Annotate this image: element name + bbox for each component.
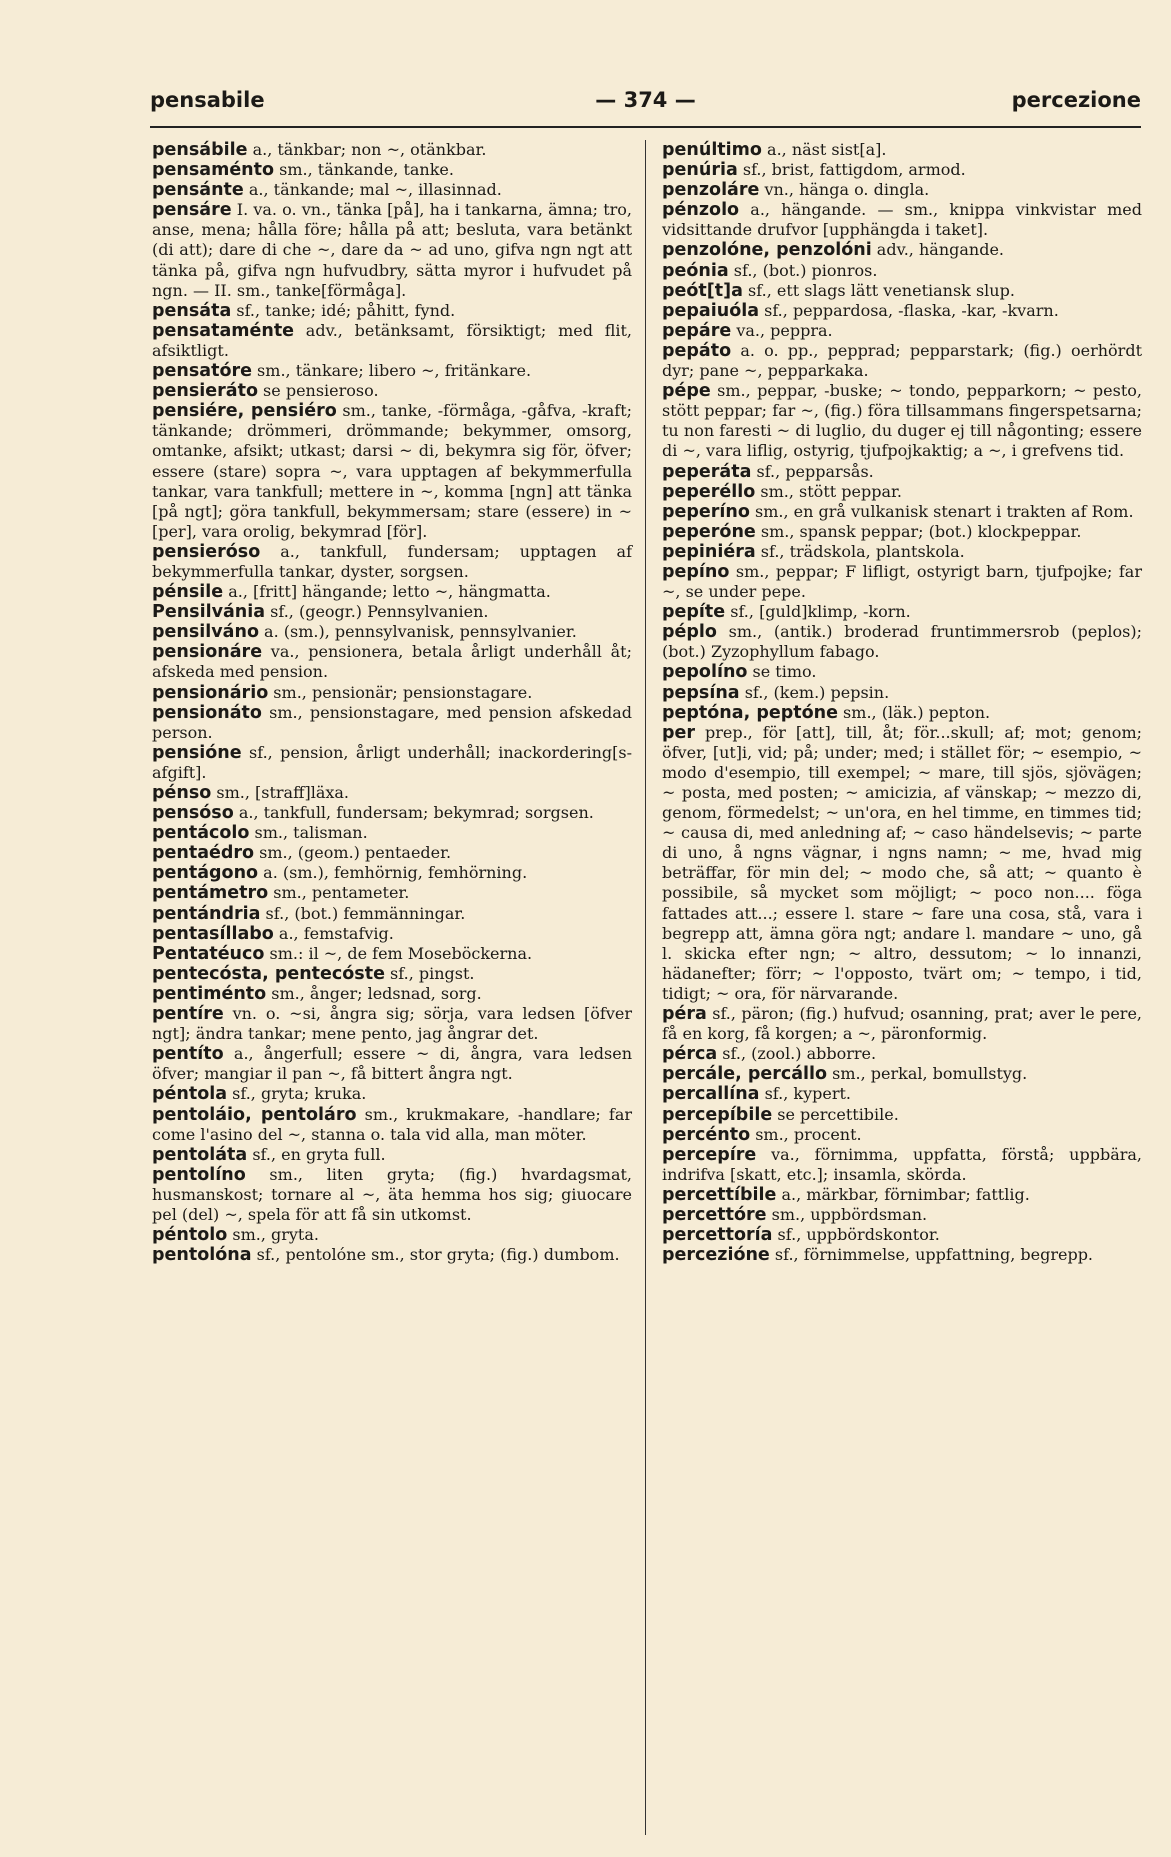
dictionary-entry bbox=[152, 1044, 632, 1084]
dictionary-entry bbox=[152, 924, 632, 944]
entry-headword: pensataménte bbox=[152, 320, 295, 341]
dictionary-entry bbox=[152, 703, 632, 743]
dictionary-entry bbox=[662, 1245, 1142, 1265]
entry-headword: pepaiuóla bbox=[662, 300, 760, 321]
dictionary-entry bbox=[662, 703, 1142, 723]
dictionary-entry bbox=[662, 482, 1142, 502]
entry-definition: a., tänkande; mal ~, illasinnad. bbox=[243, 180, 502, 200]
entry-headword: pensionáre bbox=[152, 642, 263, 663]
dictionary-entry bbox=[662, 261, 1142, 281]
entry-headword: penzolóne, penzolóni bbox=[662, 240, 872, 261]
dictionary-entry bbox=[152, 984, 632, 1004]
entry-definition: sf., förnimmelse, uppfattning, begrepp. bbox=[769, 1245, 1094, 1265]
left-column bbox=[152, 140, 632, 1265]
dictionary-entry bbox=[152, 863, 632, 883]
entry-headword: peperáta bbox=[662, 461, 752, 482]
dictionary-entry bbox=[152, 904, 632, 924]
entry-headword: pensóso bbox=[152, 803, 234, 824]
dictionary-entry bbox=[152, 1225, 632, 1245]
entry-definition: sm., peppar; F lifligt, ostyrigt barn, tjufpojke; far ~, se under pepe. bbox=[662, 561, 1142, 602]
entry-headword: percettóre bbox=[662, 1204, 767, 1225]
dictionary-entry bbox=[152, 823, 632, 843]
dictionary-entry bbox=[152, 321, 632, 361]
entry-definition: a., [fritt] hängande; letto ~, hängmatta. bbox=[223, 582, 551, 602]
entry-headword: percénto bbox=[662, 1124, 751, 1145]
entry-definition: sm., tänkande, tanke. bbox=[274, 160, 454, 180]
entry-headword: pepíte bbox=[662, 602, 726, 623]
dictionary-entry bbox=[662, 1145, 1142, 1185]
entry-definition: sm.: il ~, de fem Moseböckerna. bbox=[264, 943, 533, 963]
entry-definition: sf., (zool.) abborre. bbox=[717, 1044, 877, 1064]
dictionary-entry bbox=[662, 341, 1142, 381]
entry-definition: adv., hängande. bbox=[871, 240, 1004, 260]
dictionary-entry bbox=[662, 562, 1142, 602]
entry-definition: a., näst sist[a]. bbox=[761, 140, 887, 159]
entry-definition: se pensieroso. bbox=[257, 381, 379, 401]
entry-definition: sf., kypert. bbox=[759, 1084, 851, 1104]
dictionary-entry bbox=[662, 1084, 1142, 1104]
dictionary-entry bbox=[662, 1225, 1142, 1245]
entry-headword: pentoláio, pentoláro bbox=[152, 1104, 357, 1125]
dictionary-entry bbox=[152, 1165, 632, 1225]
dictionary-entry bbox=[662, 1185, 1142, 1205]
entry-definition: a. (sm.), femhörnig, femhörning. bbox=[258, 863, 528, 883]
entry-headword: pepsína bbox=[662, 682, 740, 703]
dictionary-entry bbox=[662, 281, 1142, 301]
entry-definition: sf., pingst. bbox=[384, 963, 475, 983]
entry-definition: sm., krukmakare, -handlare; far come l'asino del ~, stanna o. tala vid alla, man möter. bbox=[152, 1104, 633, 1144]
entry-headword: penúria bbox=[662, 160, 738, 181]
entry-headword: pentolíno bbox=[152, 1164, 246, 1185]
dictionary-entry bbox=[152, 602, 632, 622]
entry-headword: percezióne bbox=[662, 1245, 770, 1266]
entry-headword: pensionário bbox=[152, 682, 269, 703]
header-rule bbox=[150, 126, 1141, 128]
entry-definition: a., hängande. — sm., knippa vinkvistar med vidsittande drufvor [upphängda i taket]. bbox=[662, 200, 1142, 240]
dictionary-entry bbox=[662, 381, 1142, 461]
dictionary-entry bbox=[152, 361, 632, 381]
entry-definition: sf., (bot.) pionros. bbox=[728, 260, 878, 280]
dictionary-entry bbox=[662, 140, 1142, 160]
entry-definition: sm., ånger; ledsnad, sorg. bbox=[266, 983, 482, 1003]
entry-headword: pentasíllabo bbox=[152, 923, 274, 944]
dictionary-entry bbox=[662, 502, 1142, 522]
dictionary-entry bbox=[662, 1004, 1142, 1044]
entry-headword: peperíno bbox=[662, 501, 750, 522]
entry-definition: sm., (läk.) pepton. bbox=[837, 702, 991, 722]
entry-definition: sf., pepparsås. bbox=[751, 461, 874, 481]
entry-definition: va., pensionera, betala årligt underhåll åt; afskeda med pension. bbox=[152, 642, 632, 682]
entry-headword: péra bbox=[662, 1004, 707, 1025]
dictionary-entry bbox=[152, 1145, 632, 1165]
entry-headword: penzoláre bbox=[662, 180, 760, 201]
entry-definition: sm., en grå vulkanisk stenart i trakten af Rom. bbox=[749, 501, 1134, 521]
dictionary-entry bbox=[662, 683, 1142, 703]
entry-headword: pentíre bbox=[152, 1004, 224, 1025]
entry-definition: sf., brist, fattigdom, armod. bbox=[737, 160, 966, 180]
dictionary-entry bbox=[662, 321, 1142, 341]
dictionary-entry bbox=[152, 301, 632, 321]
entry-headword: percepíbile bbox=[662, 1104, 773, 1125]
dictionary-entry bbox=[662, 622, 1142, 662]
dictionary-entry bbox=[152, 642, 632, 682]
entry-headword: percále, percállo bbox=[662, 1064, 828, 1085]
dictionary-entry bbox=[662, 1125, 1142, 1145]
entry-definition: a. (sm.), pennsylvanisk, pennsylvanier. bbox=[258, 622, 577, 642]
entry-headword: péplo bbox=[662, 622, 717, 643]
entry-definition: sf., päron; (fig.) hufvud; osanning, prat; aver le pere, få en korg, få korgen; a ~, päronformig. bbox=[662, 1004, 1142, 1044]
dictionary-entry bbox=[152, 401, 632, 542]
entry-headword: pepiniéra bbox=[662, 541, 756, 562]
dictionary-entry bbox=[152, 622, 632, 642]
entry-headword: pépe bbox=[662, 381, 711, 402]
entry-headword: pensaménto bbox=[152, 160, 275, 181]
entry-definition: sm., liten gryta; (fig.) hvardagsmat, husmanskost; tornare al ~, äta hemma hos sig; giuocare pel (del) ~, spela för att få sin utkomst. bbox=[152, 1164, 632, 1224]
entry-definition: sm., perkal, bomullstyg. bbox=[827, 1064, 1028, 1084]
entry-headword: pentándria bbox=[152, 903, 261, 924]
dictionary-entry bbox=[662, 522, 1142, 542]
entry-definition: a. o. pp., pepprad; pepparstark; (fig.) oerhördt dyr; pane ~, pepparkaka. bbox=[662, 340, 1142, 381]
entry-definition: I. va. o. vn., tänka [på], ha i tankarna, ämna; tro, anse, mena; hålla före; hålla på att; besluta, vara betänkt (di att); dare di che ~, dare da ~ ad uno, gifva ngn ngt att tänka på, gifva ngn hufvudbry, sätta myror i hufvudet på ngn. — II. sm., tanke[förmåga]. bbox=[152, 200, 632, 300]
dictionary-entry bbox=[662, 301, 1142, 321]
entry-definition: sf., pension, årligt underhåll; inackordering[s-afgift]. bbox=[152, 742, 632, 782]
entry-definition: sf., (bot.) femmänningar. bbox=[260, 903, 466, 923]
column-divider bbox=[645, 140, 646, 1835]
entry-headword: pensatóre bbox=[152, 361, 252, 382]
dictionary-entry bbox=[152, 381, 632, 401]
entry-headword: pensáta bbox=[152, 300, 232, 321]
dictionary-entry bbox=[662, 160, 1142, 180]
entry-headword: percettoría bbox=[662, 1225, 773, 1246]
dictionary-entry bbox=[152, 582, 632, 602]
entry-headword: pentácolo bbox=[152, 823, 250, 844]
entry-definition: sf., (kem.) pepsin. bbox=[739, 682, 890, 702]
entry-headword: pensánte bbox=[152, 180, 244, 201]
entry-definition: a., tänkbar; non ~, otänkbar. bbox=[247, 140, 487, 159]
dictionary-entry bbox=[152, 1004, 632, 1044]
dictionary-entry bbox=[152, 200, 632, 300]
entry-headword: pepáto bbox=[662, 340, 732, 361]
entry-headword: péntola bbox=[152, 1084, 228, 1105]
entry-definition: sm., procent. bbox=[750, 1124, 862, 1144]
dictionary-entry bbox=[662, 240, 1142, 260]
entry-headword: pentámetro bbox=[152, 883, 269, 904]
dictionary-entry bbox=[152, 1245, 632, 1265]
entry-headword: pentiménto bbox=[152, 983, 267, 1004]
entry-definition: va., förnimma, uppfatta, förstå; uppbära, indrifva [skatt, etc.]; insamla, skörda. bbox=[662, 1144, 1142, 1184]
header-left-word: pensabile bbox=[150, 88, 265, 112]
entry-headword: Pensilvánia bbox=[152, 602, 266, 623]
entry-headword: pentecósta, pentecóste bbox=[152, 963, 385, 984]
entry-definition: sm., tänkare; libero ~, fritänkare. bbox=[251, 361, 532, 381]
dictionary-entry bbox=[152, 542, 632, 582]
page-header bbox=[150, 84, 1141, 124]
entry-headword: percepíre bbox=[662, 1144, 757, 1165]
entry-headword: pensábile bbox=[152, 140, 248, 160]
dictionary-entry bbox=[662, 200, 1142, 240]
dictionary-entry bbox=[152, 803, 632, 823]
entry-definition: a., femstafvig. bbox=[273, 923, 394, 943]
entry-definition: vn. o. ~si, ångra sig; sörja, vara ledsen [öfver ngt]; ändra tankar; mene pento, jag ångrar det. bbox=[152, 1004, 632, 1044]
entry-definition: a., tankfull, fundersam; upptagen af bekymmerfulla tankar, dyster, sorgsen. bbox=[152, 541, 632, 581]
entry-definition: va., peppra. bbox=[731, 320, 833, 340]
entry-headword: pepáre bbox=[662, 320, 732, 341]
entry-headword: pentíto bbox=[152, 1044, 224, 1065]
entry-definition: a., märkbar, förnimbar; fattlig. bbox=[776, 1184, 1030, 1204]
entry-definition: sm., uppbördsman. bbox=[766, 1204, 928, 1224]
dictionary-entry bbox=[662, 1105, 1142, 1125]
entry-definition: vn., hänga o. dingla. bbox=[759, 180, 930, 200]
dictionary-entry bbox=[662, 462, 1142, 482]
entry-definition: sf., trädskola, plantskola. bbox=[755, 541, 965, 561]
entry-definition: prep., för [att], till, åt; för...skull; af; mot; genom; öfver, [ut]i, vid; på; under; med; i stället för; ~ esempio, ~ modo d'esempio, till exempel; ~ mare, till sjös, sjövägen; ~ posta, med posten; ~ amicizia, af vänskap; ~ mezzo di, genom, förmedelst; ~ un'ora, en hel timme, en timmes tid; ~ causa di, med anledning af; ~ caso händelsevis; ~ parte di uno, å ngns vägnar, i ngns namn; ~ me, hvad mig beträffar, för min del; ~ modo che, så att; ~ quanto è possibile, så mycket som möjligt; ~ poco non.... föga fattades att...; essere l. stare ~ fare una cosa, stå, vara i begrepp att, ämna göra ngt; andare l. mandare ~ uno, gå l. skicka efter ngn; ~ altro, dessutom; ~ lo innanzi, hädanefter; förr; ~ l'opposto, tvärt om; ~ tempo, i tid, tidigt; ~ ora, för närvarande. bbox=[662, 722, 1142, 1003]
entry-definition: a., ångerfull; essere ~ di, ångra, vara ledsen öfver; mangiar il pan ~, få bittert ångra ngt. bbox=[152, 1044, 632, 1084]
entry-definition: se timo. bbox=[747, 662, 817, 682]
entry-definition: sm., stött peppar. bbox=[755, 481, 902, 501]
dictionary-entry bbox=[152, 883, 632, 903]
entry-definition: sm., pensionär; pensionstagare. bbox=[268, 682, 533, 702]
entry-headword: peperéllo bbox=[662, 481, 756, 502]
entry-headword: pepolíno bbox=[662, 662, 748, 683]
entry-definition: adv., betänksamt, försiktigt; med flit, afsiktligt. bbox=[152, 320, 632, 360]
header-right-word: percezione bbox=[1011, 88, 1141, 112]
entry-definition: sm., talisman. bbox=[249, 823, 368, 843]
entry-headword: pensionáto bbox=[152, 702, 262, 723]
dictionary-entry bbox=[152, 140, 632, 160]
entry-headword: pensilváno bbox=[152, 622, 259, 643]
entry-headword: pensáre bbox=[152, 200, 232, 221]
dictionary-entry bbox=[152, 1105, 632, 1145]
dictionary-entry bbox=[662, 662, 1142, 682]
entry-headword: pensiére, pensiéro bbox=[152, 401, 337, 422]
entry-headword: Pentatéuco bbox=[152, 943, 265, 964]
entry-definition: se percettibile. bbox=[772, 1104, 899, 1124]
entry-headword: pensióne bbox=[152, 742, 242, 763]
entry-headword: pentolóna bbox=[152, 1245, 252, 1266]
entry-headword: peperóne bbox=[662, 521, 756, 542]
entry-definition: sf., ett slags lätt venetiansk slup. bbox=[742, 280, 1015, 300]
dictionary-entry bbox=[152, 944, 632, 964]
entry-definition: sm., tanke, -förmåga, -gåfva, -kraft; tänkande; drömmeri, drömmande; bekymmer, omsorg, omtanke, afsikt; utkast; darsi ~ di, bekymra sig för, öfver; essere (stare) sopra ~, vara upptagen af bekymmerfulla tankar, vara tankfull; mettere in ~, komma [ngn] att tänka [på ngt]; göra tankfull, bekymmersam; stare (essere) in ~ [per], vara orolig, bekymrad [för]. bbox=[152, 401, 633, 541]
entry-definition: sm., [straff]läxa. bbox=[211, 783, 350, 802]
entry-definition: sm., (antik.) broderad fruntimmersrob (peplos); (bot.) Zyzophyllum fabago. bbox=[662, 622, 1142, 662]
entry-definition: sm., gryta. bbox=[227, 1225, 319, 1245]
entry-definition: sf., peppardosa, -flaska, -kar, -kvarn. bbox=[759, 300, 1059, 320]
right-column bbox=[662, 140, 1142, 1265]
entry-headword: pénsile bbox=[152, 582, 224, 603]
entry-definition: sm., peppar, -buske; ~ tondo, pepparkorn; ~ pesto, stött peppar; far ~, (fig.) föra tillsammans fingerspetsarna; tu non faresti ~ di luglio, du duger ej till någonting; essere di ~, vara liflig, ostyrig, tjufpojkaktig; a ~, i grefvens tid. bbox=[662, 381, 1142, 461]
entry-definition: sf., gryta; kruka. bbox=[227, 1084, 367, 1104]
entry-definition: sf., uppbördskontor. bbox=[772, 1225, 940, 1245]
entry-definition: sf., (geogr.) Pennsylvanien. bbox=[265, 602, 489, 622]
entry-headword: pensieróso bbox=[152, 541, 261, 562]
dictionary-entry bbox=[152, 743, 632, 783]
dictionary-entry bbox=[152, 160, 632, 180]
entry-headword: penúltimo bbox=[662, 140, 762, 160]
dictionary-entry bbox=[152, 683, 632, 703]
page-number: — 374 — bbox=[595, 88, 696, 112]
entry-headword: péntolo bbox=[152, 1225, 228, 1246]
dictionary-entry bbox=[662, 542, 1142, 562]
entry-headword: pentaédro bbox=[152, 843, 255, 864]
dictionary-entry bbox=[662, 723, 1142, 1004]
dictionary-entry bbox=[152, 180, 632, 200]
dictionary-entry bbox=[662, 180, 1142, 200]
dictionary-entry bbox=[662, 1064, 1142, 1084]
entry-definition: sm., spansk peppar; (bot.) klockpeppar. bbox=[755, 521, 1082, 541]
entry-headword: pentágono bbox=[152, 863, 259, 884]
entry-definition: sm., pentameter. bbox=[268, 883, 410, 903]
entry-headword: peónia bbox=[662, 260, 729, 281]
entry-definition: sf., en gryta full. bbox=[247, 1144, 386, 1164]
entry-headword: pensieráto bbox=[152, 381, 258, 402]
entry-definition: sf., [guld]klimp, -korn. bbox=[725, 602, 911, 622]
entry-definition: sm., (geom.) pentaeder. bbox=[254, 843, 452, 863]
entry-headword: pénso bbox=[152, 783, 212, 803]
entry-headword: pérca bbox=[662, 1044, 718, 1065]
dictionary-entry bbox=[152, 783, 632, 803]
entry-definition: a., tankfull, fundersam; bekymrad; sorgsen. bbox=[233, 803, 594, 823]
entry-headword: pénzolo bbox=[662, 200, 740, 221]
dictionary-entry bbox=[662, 602, 1142, 622]
entry-headword: percettíbile bbox=[662, 1184, 777, 1205]
entry-headword: pentoláta bbox=[152, 1144, 248, 1165]
dictionary-entry bbox=[152, 964, 632, 984]
dictionary-entry bbox=[662, 1205, 1142, 1225]
entry-headword: percallína bbox=[662, 1084, 760, 1105]
dictionary-entry bbox=[152, 843, 632, 863]
dictionary-entry bbox=[662, 1044, 1142, 1064]
entry-definition: sm., pensionstagare, med pension afskedad person. bbox=[152, 702, 632, 742]
entry-definition: sf., pentolóne sm., stor gryta; (fig.) dumbom. bbox=[251, 1245, 620, 1265]
entry-headword: peót[t]a bbox=[662, 280, 743, 301]
entry-headword: peptóna, peptóne bbox=[662, 702, 838, 723]
dictionary-entry bbox=[152, 1084, 632, 1104]
entry-headword: per bbox=[662, 722, 696, 743]
entry-headword: pepíno bbox=[662, 561, 730, 582]
entry-definition: sf., tanke; idé; påhitt, fynd. bbox=[231, 300, 456, 320]
